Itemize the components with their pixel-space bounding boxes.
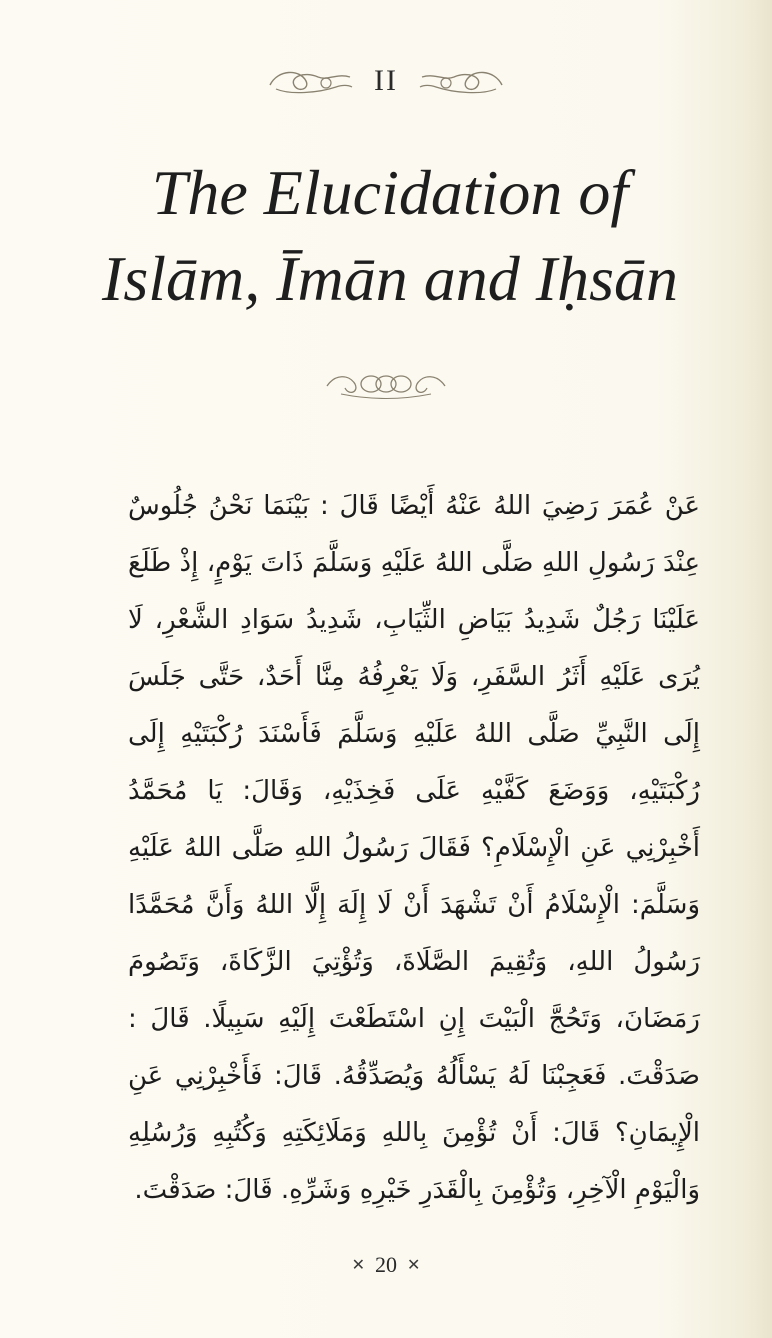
right-ornament-icon: ✕: [407, 1257, 421, 1274]
right-flourish-icon: [416, 63, 506, 99]
chapter-title-line-2: Islām, Īmān and Iḥsān: [102, 243, 678, 314]
page-number: 20: [375, 1252, 397, 1277]
hadith-text: عَنْ عُمَرَ رَضِيَ اللهُ عَنْهُ أَيْضًا قَالَ : بَيْنَمَا نَحْنُ جُلُوسٌ عِنْدَ رَسُولِ اللهِ صَلَّى اللهُ عَلَيْهِ وَسَلَّمَ ذَاتَ يَوْمٍ، إِذْ طَلَعَ عَلَيْنَا رَجُلٌ شَدِيدُ بَيَاضِ الثِّيَابِ، شَدِيدُ سَوَادِ الشَّعْرِ، لَا يُرَى عَلَيْهِ أَثَرُ السَّفَرِ، وَلَا يَعْرِفُهُ مِنَّا أَحَدٌ، حَتَّى جَلَسَ إِلَى النَّبِيِّ صَلَّى اللهُ عَلَيْهِ وَسَلَّمَ فَأَسْنَدَ رُكْبَتَيْهِ إِلَى رُكْبَتَيْهِ، وَوَضَعَ كَفَّيْهِ عَلَى فَخِذَيْهِ، وَقَالَ: يَا مُحَمَّدُ أَخْبِرْنِي عَنِ الْإِسْلَامِ؟ فَقَالَ رَسُولُ اللهِ صَلَّى اللهُ عَلَيْهِ وَسَلَّمَ: الْإِسْلَامُ أَنْ تَشْهَدَ أَنْ لَا إِلَهَ إِلَّا اللهُ وَأَنَّ مُحَمَّدًا رَسُولُ اللهِ، وَتُقِيمَ الصَّلَاةَ، وَتُؤْتِيَ الزَّكَاةَ، وَتَصُومَ رَمَضَانَ، وَتَحُجَّ الْبَيْتَ إِنِ اسْتَطَعْتَ إِلَيْهِ سَبِيلًا. قَالَ : صَدَقْتَ. فَعَجِبْنَا لَهُ يَسْأَلُهُ وَيُصَدِّقُهُ. قَالَ: فَأَخْبِرْنِي عَنِ الْإِيمَانِ؟ قَالَ: أَنْ تُؤْمِنَ بِاللهِ وَمَلَائِكَتِهِ وَكُتُبِهِ وَرُسُلِهِ وَالْيَوْمِ الْآخِرِ، وَتُؤْمِنَ بِالْقَدَرِ خَيْرِهِ وَشَرِّهِ. قَالَ: صَدَقْتَ.: [128, 491, 700, 1205]
chapter-title-line-1: The Elucidation of: [151, 157, 629, 228]
divider-ornament-icon: [0, 364, 772, 404]
chapter-header: [0, 58, 772, 104]
chapter-number: II: [374, 64, 398, 97]
left-flourish-icon: [266, 63, 356, 99]
page-footer: [0, 1252, 772, 1278]
left-ornament-icon: ✕: [351, 1257, 365, 1274]
chapter-title: [60, 150, 720, 322]
